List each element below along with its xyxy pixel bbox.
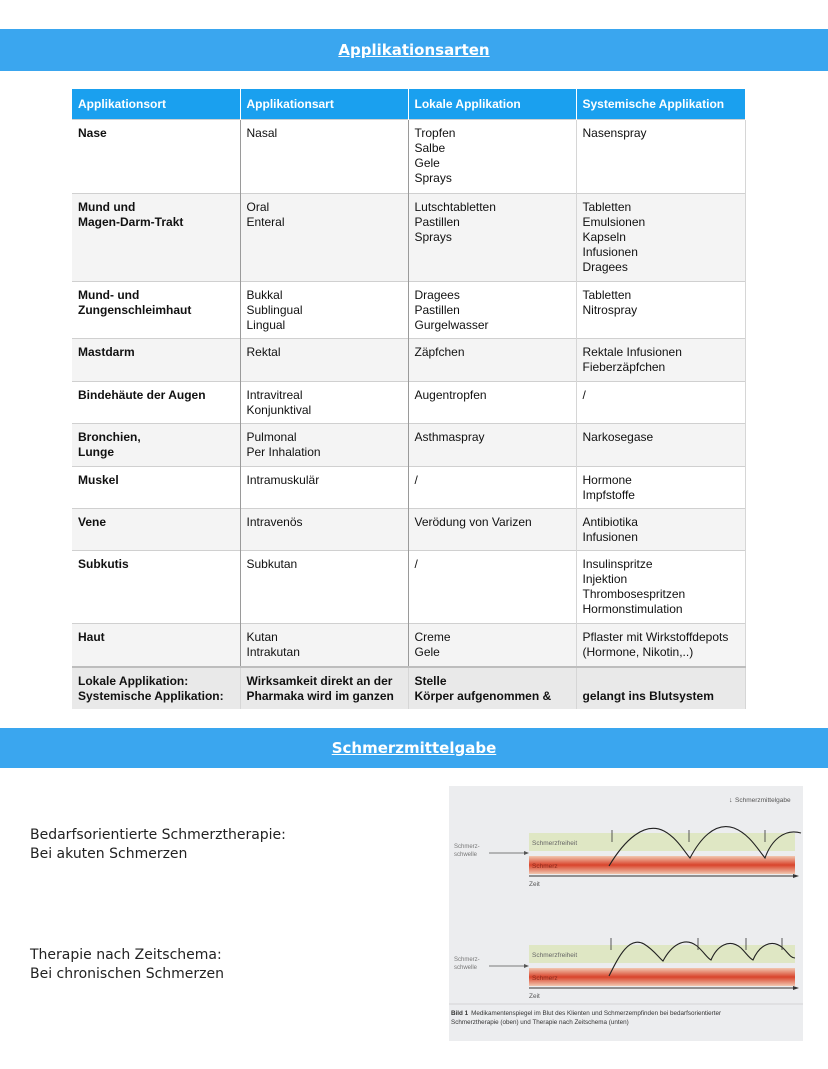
page-title: Applikationsarten: [338, 41, 490, 59]
cell-art: Subkutan: [240, 551, 408, 624]
legend-arrow-icon: ↓: [729, 797, 733, 804]
cell-ort: Subkutis: [72, 551, 240, 624]
cell-systemisch: Tabletten Emulsionen Kapseln Infusionen Dragees: [576, 194, 745, 282]
cell-art: Pulmonal Per Inhalation: [240, 424, 408, 467]
header-banner: [0, 29, 828, 71]
threshold-label-top-2: schwelle: [454, 852, 478, 858]
pain-band-bottom: [529, 968, 795, 986]
table-row: [72, 382, 745, 424]
cell-art: Kutan Intrakutan: [240, 624, 408, 667]
table-row: [72, 339, 745, 382]
threshold-label-bottom-1: Schmerz-: [454, 957, 480, 963]
section-title: Schmerzmittelgabe: [331, 739, 497, 757]
cell-ort: Muskel: [72, 467, 240, 509]
cell-ort: Mund- und Zungenschleimhaut: [72, 282, 240, 339]
cell-systemisch: Rektale Infusionen Fieberzäpfchen: [576, 339, 745, 382]
column-header: Lokale Applikation: [408, 89, 576, 120]
cell-lokal: Zäpfchen: [408, 339, 576, 382]
time-axis-label-bottom: Zeit: [529, 993, 540, 1000]
table-header-row: [72, 89, 745, 120]
table-row: [72, 467, 745, 509]
cell-lokal: Asthmaspray: [408, 424, 576, 467]
band-label-pain-bottom: Schmerz: [532, 975, 558, 982]
footer-cell: Lokale Applikation: Systemische Applikation:: [72, 667, 240, 709]
cell-ort: Haut: [72, 624, 240, 667]
band-label-painfree-top: Schmerzfreiheit: [532, 840, 578, 847]
therapy-schedule-text: Therapie nach Zeitschema: Bei chronischen Schmerzen: [30, 947, 225, 982]
pain-therapy-diagram: [449, 786, 803, 1041]
cell-systemisch: Insulinspritze Injektion Thrombosespritzen Hormonstimulation: [576, 551, 745, 624]
cell-lokal: Creme Gele: [408, 624, 576, 667]
table-row: [72, 551, 745, 624]
footer-cell: Wirksamkeit direkt an der Pharmaka wird im ganzen: [240, 667, 408, 709]
cell-art: Bukkal Sublingual Lingual: [240, 282, 408, 339]
cell-art: Intravitreal Konjunktival: [240, 382, 408, 424]
cell-systemisch: Antibiotika Infusionen: [576, 509, 745, 551]
band-label-pain-top: Schmerz: [532, 863, 558, 870]
cell-ort: Vene: [72, 509, 240, 551]
pain-band-top: [529, 856, 795, 874]
figure-caption-1: Bild 1 Medikamentenspiegel im Blut des Klienten und Schmerzempfinden bei bedarfsorientierter: [451, 1010, 722, 1017]
cell-art: Intravenös: [240, 509, 408, 551]
therapy-on-demand-text: Bedarfsorientierte Schmerztherapie: Bei akuten Schmerzen: [30, 827, 286, 862]
cell-lokal: Augentropfen: [408, 382, 576, 424]
time-axis-label-top: Zeit: [529, 881, 540, 888]
cell-lokal: Tropfen Salbe Gele Sprays: [408, 120, 576, 194]
column-header: Systemische Applikation: [576, 89, 745, 120]
table-footer-row: [72, 667, 745, 709]
section-banner: [0, 728, 828, 768]
column-header: Applikationsort: [72, 89, 240, 120]
legend-label: Schmerzmittelgabe: [735, 797, 791, 804]
threshold-label-top-1: Schmerz-: [454, 844, 480, 850]
cell-systemisch: Narkosegase: [576, 424, 745, 467]
table-row: [72, 282, 745, 339]
table-row: [72, 424, 745, 467]
footer-cell: gelangt ins Blutsystem: [576, 667, 745, 709]
cell-systemisch: Nasenspray: [576, 120, 745, 194]
cell-art: Nasal: [240, 120, 408, 194]
cell-lokal: /: [408, 467, 576, 509]
column-header: Applikationsart: [240, 89, 408, 120]
figure-background: [449, 786, 803, 1041]
cell-ort: Mastdarm: [72, 339, 240, 382]
table-row: [72, 194, 745, 282]
cell-ort: Bronchien, Lunge: [72, 424, 240, 467]
footer-cell: Stelle Körper aufgenommen &: [408, 667, 576, 709]
application-table: [72, 89, 746, 709]
cell-systemisch: Hormone Impfstoffe: [576, 467, 745, 509]
cell-art: Intramuskulär: [240, 467, 408, 509]
table-row: [72, 624, 745, 667]
figure-caption-2: Schmerztherapie (oben) und Therapie nach Zeitschema (unten): [451, 1019, 629, 1026]
cell-lokal: Dragees Pastillen Gurgelwasser: [408, 282, 576, 339]
cell-lokal: Verödung von Varizen: [408, 509, 576, 551]
cell-ort: Mund und Magen-Darm-Trakt: [72, 194, 240, 282]
cell-ort: Bindehäute der Augen: [72, 382, 240, 424]
pain-therapy-figure: [449, 786, 803, 1041]
cell-systemisch: Tabletten Nitrospray: [576, 282, 745, 339]
cell-art: Oral Enteral: [240, 194, 408, 282]
threshold-label-bottom-2: schwelle: [454, 965, 478, 971]
table-row: [72, 120, 745, 194]
cell-lokal: /: [408, 551, 576, 624]
table-row: [72, 509, 745, 551]
band-label-painfree-bottom: Schmerzfreiheit: [532, 952, 578, 959]
cell-systemisch: /: [576, 382, 745, 424]
cell-lokal: Lutschtabletten Pastillen Sprays: [408, 194, 576, 282]
cell-ort: Nase: [72, 120, 240, 194]
cell-art: Rektal: [240, 339, 408, 382]
cell-systemisch: Pflaster mit Wirkstoffdepots (Hormone, Nikotin,..): [576, 624, 745, 667]
